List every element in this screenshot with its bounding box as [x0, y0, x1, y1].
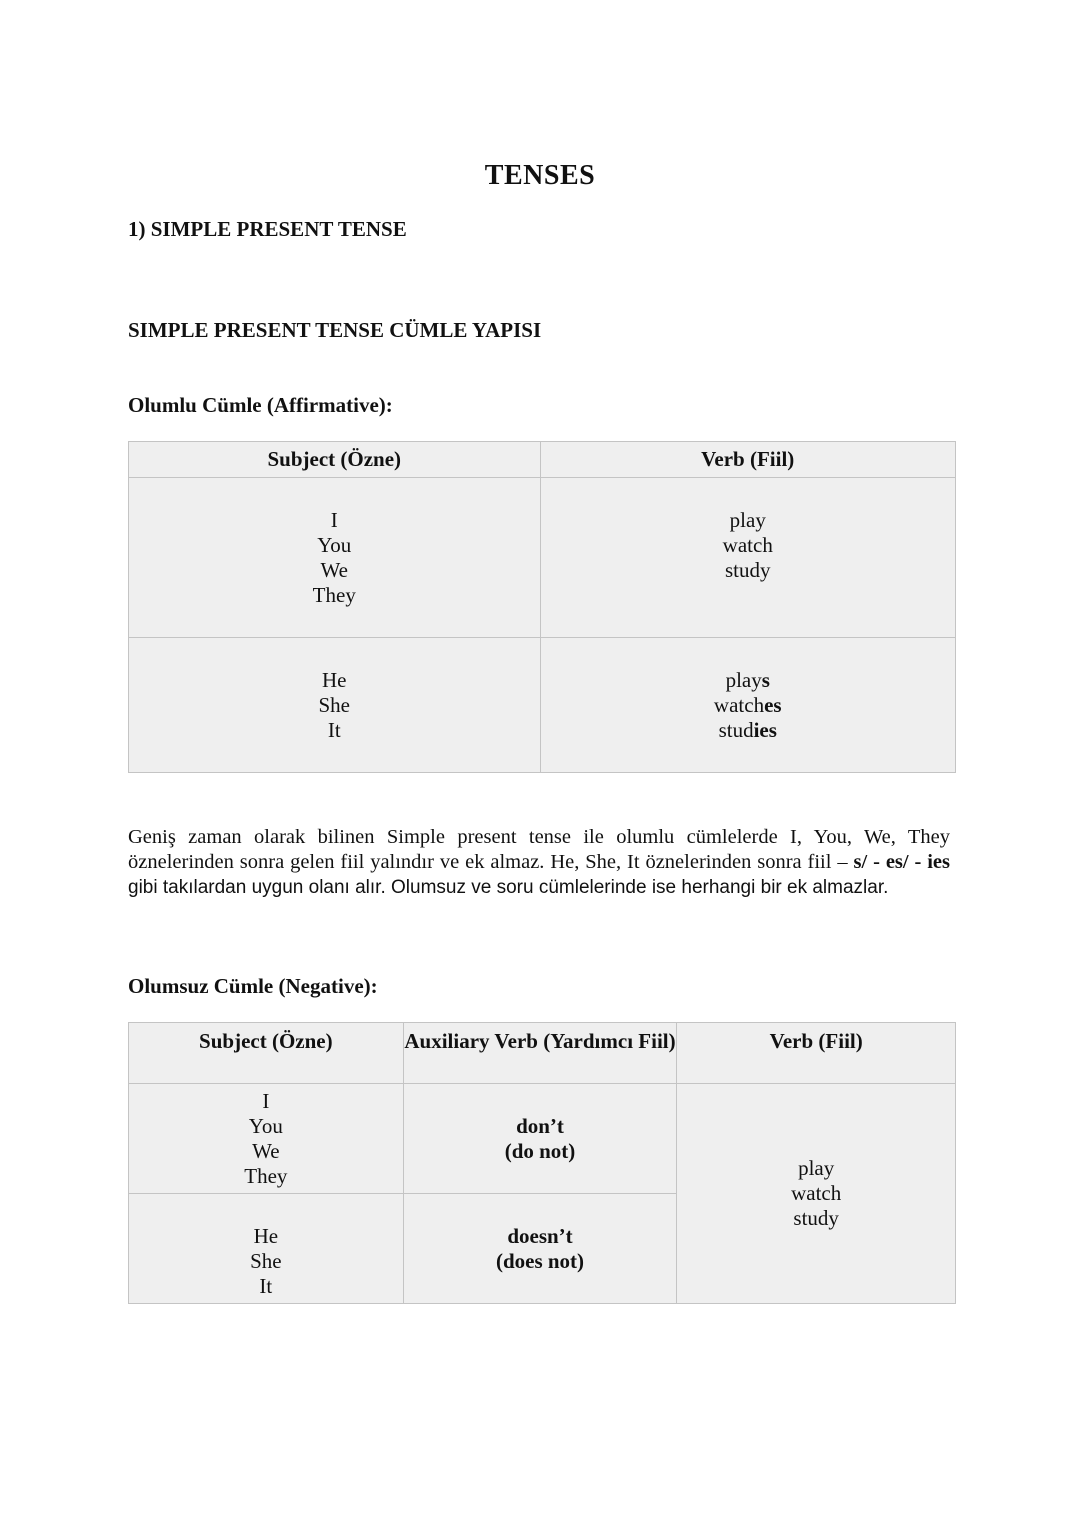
aux-word: (does not): [495, 1249, 585, 1273]
verb-stem: play: [729, 508, 766, 532]
affirmative-header-subject: Subject (Özne): [129, 442, 541, 478]
page-title: TENSES: [484, 160, 596, 191]
verb-word: [541, 668, 956, 693]
affirmative-verbs-cell: [540, 638, 956, 773]
verb-stem: play: [725, 668, 762, 692]
negative-heading: Olumsuz Cümle (Negative):: [128, 974, 378, 998]
affirmative-heading: Olumlu Cümle (Affirmative):: [128, 393, 393, 417]
affirmative-subjects-cell: [129, 478, 541, 638]
explanation-paragraph: [128, 825, 950, 900]
paragraph-text: gibi takılardan uygun olanı alır. Olumsuz ve soru cümlelerinde ise herhangi bir ek almazlar.: [128, 877, 889, 898]
verb-word: watch: [791, 1181, 842, 1205]
verb-suffix: es: [764, 693, 782, 717]
negative-aux-cell: [403, 1194, 677, 1304]
subject-word: You: [317, 533, 352, 557]
subject-word: I: [330, 508, 338, 532]
subject-word: He: [322, 668, 347, 692]
negative-subjects-cell: [129, 1084, 404, 1194]
aux-word: doesn’t: [507, 1224, 573, 1248]
negative-header-aux: Auxiliary Verb (Yardımcı Fiil): [403, 1023, 677, 1084]
verb-word: [541, 533, 956, 558]
verb-word: [541, 718, 956, 743]
negative-verbs-cell: [677, 1084, 956, 1304]
affirmative-subjects-cell: [129, 638, 541, 773]
subject-word: She: [250, 1249, 282, 1273]
affirmative-table: [128, 441, 956, 773]
verb-word: play: [798, 1156, 835, 1180]
verb-stem: stud: [718, 718, 754, 742]
paragraph-suffixes: s/ - es/ - ies: [853, 851, 951, 873]
verb-word: [541, 558, 956, 583]
verb-word: [541, 693, 956, 718]
affirmative-verbs-cell: [540, 478, 956, 638]
subject-word: We: [252, 1139, 280, 1163]
negative-table: [128, 1022, 956, 1304]
subject-word: It: [259, 1274, 273, 1298]
structure-heading: SIMPLE PRESENT TENSE CÜMLE YAPISI: [128, 318, 542, 342]
verb-stem: watch: [722, 533, 773, 557]
aux-word: (do not): [504, 1139, 576, 1163]
subject-word: I: [262, 1089, 270, 1113]
negative-header-subject: Subject (Özne): [129, 1023, 404, 1084]
affirmative-header-verb: Verb (Fiil): [540, 442, 956, 478]
subject-word: We: [320, 558, 348, 582]
negative-subjects-cell: [129, 1194, 404, 1304]
aux-word: don’t: [516, 1114, 564, 1138]
negative-header-verb: Verb (Fiil): [677, 1023, 956, 1084]
verb-suffix: ies: [753, 718, 777, 742]
verb-word: [541, 508, 956, 533]
subject-word: They: [312, 583, 356, 607]
verb-suffix: s: [761, 668, 770, 692]
verb-stem: study: [724, 558, 771, 582]
subject-word: They: [244, 1164, 288, 1188]
subject-word: She: [318, 693, 350, 717]
subject-word: You: [248, 1114, 283, 1138]
verb-stem: watch: [713, 693, 765, 717]
subject-word: It: [327, 718, 341, 742]
subject-word: He: [253, 1224, 279, 1248]
negative-aux-cell: [403, 1084, 677, 1194]
section-heading: 1) SIMPLE PRESENT TENSE: [128, 217, 407, 241]
verb-word: study: [793, 1206, 839, 1230]
paragraph-text: Geniş zaman olarak bilinen Simple present tense ile olumlu cümlelerde I, You, We, They öznelerinden sonra gelen fiil yalındır ve ek almaz. He, She, It öznelerinden sonra fiil –: [128, 826, 950, 873]
